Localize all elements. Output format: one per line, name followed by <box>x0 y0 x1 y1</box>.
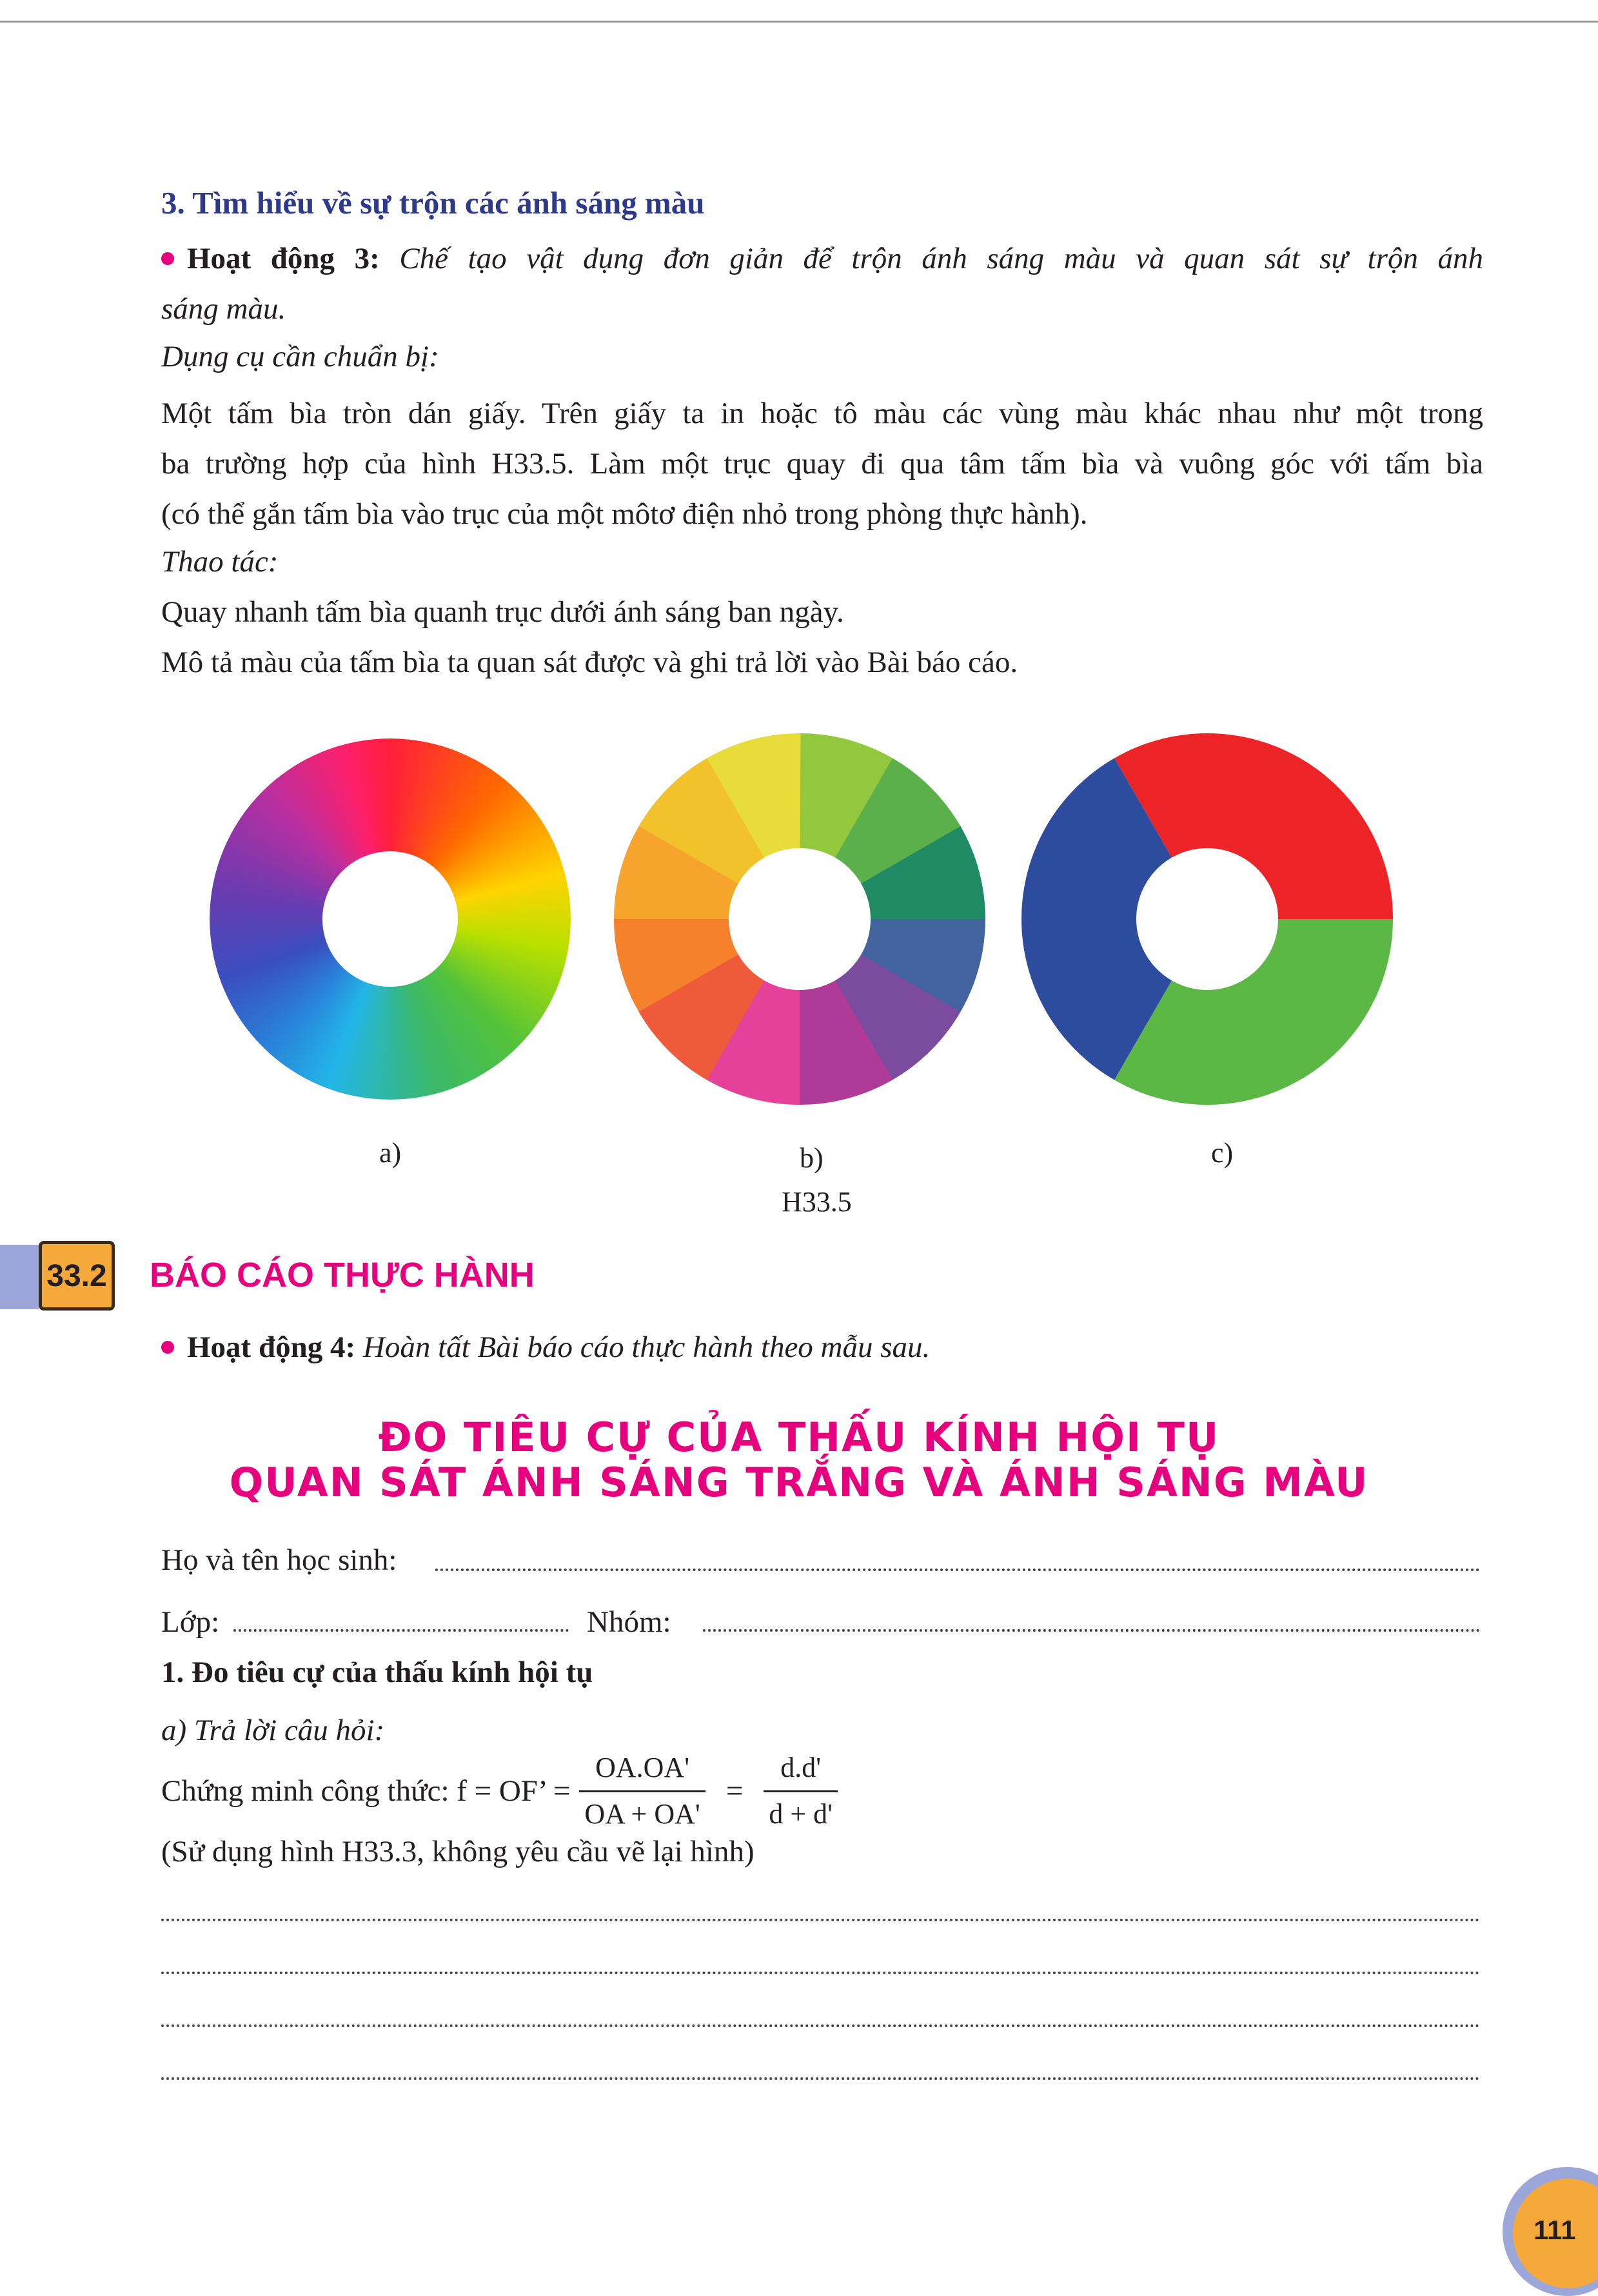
formula-prefix: Chứng minh công thức: f = OF’ = <box>161 1774 571 1808</box>
student-name-label: Họ và tên học sinh: <box>161 1543 397 1577</box>
class-field[interactable] <box>233 1629 569 1632</box>
wheel-b-hole <box>729 848 871 990</box>
formula-note: (Sử dụng hình H33.3, không yêu cầu vẽ lại hình) <box>161 1835 755 1868</box>
tools-line: Một tấm bìa tròn dán giấy. Trên giấy ta in hoặc tô màu các vùng màu khác nhau như một trong <box>161 397 1483 430</box>
class-label: Lớp: <box>161 1605 220 1639</box>
group-field[interactable] <box>703 1629 1480 1632</box>
operations-line-1: Quay nhanh tấm bìa quanh trục dưới ánh sáng ban ngày. <box>161 595 844 629</box>
bullet-icon <box>161 1341 174 1354</box>
page-number: 111 <box>1534 2215 1576 2245</box>
section-title: 3. Tìm hiểu về sự trộn các ánh sáng màu <box>161 185 705 221</box>
part-1-title: 1. Đo tiêu cự của thấu kính hội tụ <box>161 1656 593 1689</box>
group-label: Nhóm: <box>587 1605 671 1639</box>
wheel-a <box>210 738 571 1100</box>
figure-label-b: b) <box>800 1142 824 1174</box>
answer-line-1[interactable] <box>161 1919 1480 1921</box>
activity-3-line-1: Hoạt động 3: Chế tạo vật dụng đơn giản để trộn ánh sáng màu và quan sát sự trộn ánh <box>161 233 1483 284</box>
operations-heading: Thao tác: <box>161 545 279 579</box>
operations-line-2: Mô tả màu của tấm bìa ta quan sát được và ghi trả lời vào Bài báo cáo. <box>161 646 1018 679</box>
part-1a-label: a) Trả lời câu hỏi: <box>161 1714 385 1747</box>
section-heading: BÁO CÁO THỰC HÀNH <box>150 1256 535 1294</box>
formula <box>161 1751 838 1830</box>
student-name-field[interactable] <box>435 1569 1480 1571</box>
wheel-c-hole <box>1136 848 1278 990</box>
figure-caption: H33.5 <box>782 1186 852 1218</box>
figure-label-a: a) <box>379 1137 402 1169</box>
answer-line-4[interactable] <box>161 2077 1480 2080</box>
tools-line: ba trường hợp của hình H33.5. Làm một trục quay đi qua tâm tấm bìa và vuông góc với tấm bìa <box>161 447 1483 480</box>
section-badge: 33.2 <box>39 1241 115 1311</box>
report-title-line-1: ĐO TIÊU CỰ CỦA THẤU KÍNH HỘI TỤ <box>378 1414 1220 1461</box>
answer-line-3[interactable] <box>161 2024 1480 2027</box>
report-title-line-2: QUAN SÁT ÁNH SÁNG TRẮNG VÀ ÁNH SÁNG MÀU <box>229 1459 1369 1506</box>
activity-4: Hoạt động 4: Hoàn tất Bài báo cáo thực hành theo mẫu sau. <box>161 1332 930 1363</box>
tools-line: (có thể gắn tấm bìa vào trục của một môtơ điện nhỏ trong phòng thực hành). <box>161 497 1088 531</box>
section-badge-bar <box>0 1245 39 1309</box>
tools-heading: Dụng cụ cần chuẩn bị: <box>161 340 439 373</box>
formula-equals: = <box>725 1774 744 1808</box>
fraction-2: $\frac{d.d'}{d + d'}$ <box>764 1751 838 1830</box>
answer-line-2[interactable] <box>161 1972 1480 1974</box>
activity-3-line-2: sáng màu. <box>161 292 286 326</box>
figure-label-c: c) <box>1211 1137 1234 1169</box>
fraction-1: $\frac{OA.OA'}{OA + OA'}$ <box>579 1751 705 1830</box>
